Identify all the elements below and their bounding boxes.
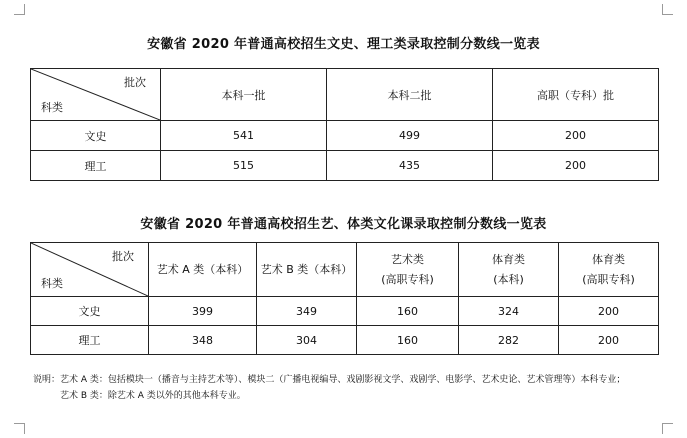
score-table-general xyxy=(30,68,659,181)
table-row xyxy=(31,151,659,181)
score-cell: 282 xyxy=(459,326,559,355)
score-cell: 160 xyxy=(357,297,459,326)
table-header-row xyxy=(31,243,659,297)
score-cell: 541 xyxy=(161,121,327,151)
score-cell: 200 xyxy=(559,326,659,355)
score-cell: 200 xyxy=(559,297,659,326)
batch-label: 批次 xyxy=(124,76,146,89)
table-row xyxy=(31,121,659,151)
table1-title: 安徽省 2020 年普通高校招生文史、理工类录取控制分数线一览表 xyxy=(147,37,540,52)
diagonal-header-cell xyxy=(31,69,161,121)
score-cell: 200 xyxy=(493,121,659,151)
column-header xyxy=(257,243,357,297)
score-table-arts-sports xyxy=(30,242,659,355)
row-label: 理工 xyxy=(31,326,149,355)
score-cell: 349 xyxy=(257,297,357,326)
row-label: 文史 xyxy=(31,121,161,151)
note-line-1: 说明：艺术 A 类：包括模块一（播音与主持艺术等）、模块二（广播电视编导、戏剧影视文学、戏剧学、电影学、艺术史论、艺术管理等）本科专业； xyxy=(33,375,626,385)
column-header: 本科一批 xyxy=(161,69,327,121)
column-header xyxy=(149,243,257,297)
score-cell: 435 xyxy=(327,151,493,181)
score-cell: 160 xyxy=(357,326,459,355)
category-label: 科类 xyxy=(41,277,63,290)
score-cell: 348 xyxy=(149,326,257,355)
score-cell: 399 xyxy=(149,297,257,326)
score-cell: 200 xyxy=(493,151,659,181)
table-row xyxy=(31,326,659,355)
header-line: (高职专科) xyxy=(582,272,635,286)
header-line: 体育类 xyxy=(492,252,525,266)
table-row xyxy=(31,297,659,326)
header-line: (本科) xyxy=(493,272,524,286)
header-line: (高职专科) xyxy=(381,272,434,286)
table-header-row xyxy=(31,69,659,121)
score-cell: 304 xyxy=(257,326,357,355)
score-cell: 515 xyxy=(161,151,327,181)
header-line: 艺术类 xyxy=(391,252,424,266)
column-header: 本科二批 xyxy=(327,69,493,121)
column-header xyxy=(559,243,659,297)
column-header xyxy=(459,243,559,297)
row-label: 文史 xyxy=(31,297,149,326)
category-label: 科类 xyxy=(41,101,63,114)
crop-mark-top-right xyxy=(662,4,673,15)
crop-mark-bottom-right xyxy=(662,423,673,434)
header-line: 艺术 A 类（本科） xyxy=(156,262,249,276)
crop-mark-bottom-left xyxy=(14,423,25,434)
column-header: 高职（专科）批 xyxy=(493,69,659,121)
score-cell: 499 xyxy=(327,121,493,151)
score-cell: 324 xyxy=(459,297,559,326)
row-label: 理工 xyxy=(31,151,161,181)
diagonal-header-cell xyxy=(31,243,149,297)
header-line: 体育类 xyxy=(592,252,625,266)
crop-mark-top-left xyxy=(14,4,25,15)
table2-title: 安徽省 2020 年普通高校招生艺、体类文化课录取控制分数线一览表 xyxy=(140,217,547,232)
column-header xyxy=(357,243,459,297)
note-line-2: 艺术 B 类：除艺术 A 类以外的其他本科专业。 xyxy=(60,391,246,401)
header-line: 艺术 B 类（本科） xyxy=(260,262,353,276)
batch-label: 批次 xyxy=(112,250,134,263)
